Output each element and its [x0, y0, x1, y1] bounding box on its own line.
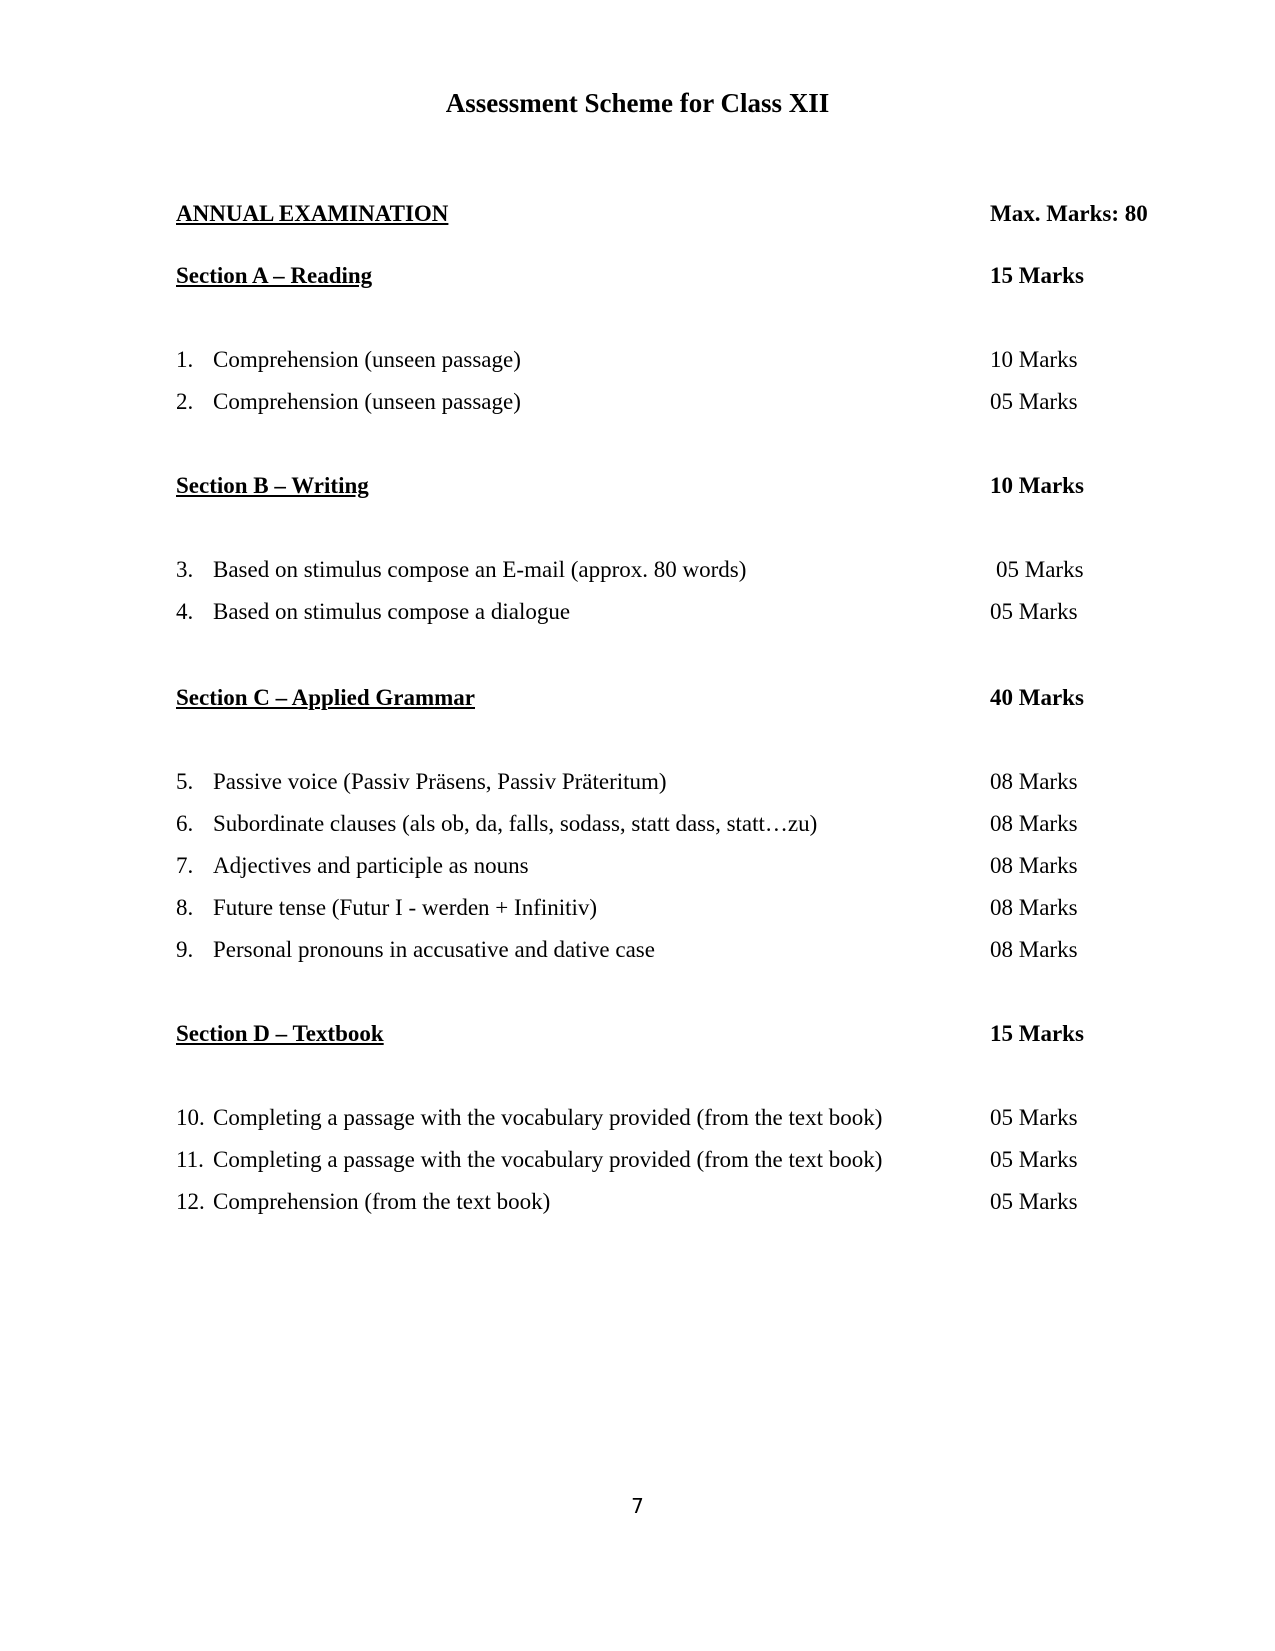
item-number: 2.	[176, 389, 194, 414]
item-text: Completing a passage with the vocabulary provided (from the text book)	[213, 1105, 883, 1130]
section-title: Section C – Applied Grammar	[176, 685, 475, 710]
item-marks: 05 Marks	[990, 1189, 1078, 1214]
item-number: 7.	[176, 853, 194, 878]
item-marks: 08 Marks	[990, 811, 1078, 836]
section-title: Section B – Writing	[176, 473, 369, 498]
item-text: Personal pronouns in accusative and dative case	[213, 937, 655, 962]
item-text: Comprehension (unseen passage)	[213, 389, 521, 414]
list-item	[176, 1144, 1166, 1176]
item-number: 5.	[176, 769, 194, 794]
item-marks: 10 Marks	[990, 347, 1078, 372]
section-title: Section D – Textbook	[176, 1021, 384, 1046]
section-heading-c	[176, 682, 1166, 714]
item-number: 11.	[176, 1147, 204, 1172]
item-marks: 08 Marks	[990, 769, 1078, 794]
section-marks: 15 Marks	[990, 1021, 1084, 1046]
item-text: Future tense (Futur I - werden + Infinitiv)	[213, 895, 598, 920]
list-item	[176, 934, 1166, 966]
list-item	[176, 554, 1166, 586]
exam-header	[176, 198, 1166, 230]
item-marks: 08 Marks	[990, 895, 1078, 920]
item-text: Comprehension (unseen passage)	[213, 347, 521, 372]
list-item	[176, 386, 1166, 418]
item-marks: 05 Marks	[996, 557, 1084, 582]
item-number: 4.	[176, 599, 194, 624]
item-marks: 08 Marks	[990, 853, 1078, 878]
item-text: Completing a passage with the vocabulary provided (from the text book)	[213, 1147, 883, 1172]
list-item	[176, 1102, 1166, 1134]
item-number: 8.	[176, 895, 194, 920]
section-heading-d	[176, 1018, 1166, 1050]
item-number: 9.	[176, 937, 194, 962]
item-text: Based on stimulus compose an E-mail (approx. 80 words)	[213, 557, 747, 582]
item-marks: 05 Marks	[990, 599, 1078, 624]
item-text: Subordinate clauses (als ob, da, falls, sodass, statt dass, statt…zu)	[213, 811, 818, 836]
item-text: Comprehension (from the text book)	[213, 1189, 551, 1214]
item-number: 6.	[176, 811, 194, 836]
list-item	[176, 344, 1166, 376]
max-marks: Max. Marks: 80	[990, 201, 1148, 226]
section-heading-b	[176, 470, 1166, 502]
item-text: Adjectives and participle as nouns	[213, 853, 529, 878]
section-marks: 15 Marks	[990, 263, 1084, 288]
section-heading-a	[176, 260, 1166, 292]
item-number: 12.	[176, 1189, 205, 1214]
item-marks: 05 Marks	[990, 1105, 1078, 1130]
list-item	[176, 596, 1166, 628]
exam-label: ANNUAL EXAMINATION	[176, 201, 449, 226]
item-number: 10.	[176, 1105, 205, 1130]
list-item	[176, 850, 1166, 882]
item-text: Based on stimulus compose a dialogue	[213, 599, 571, 624]
item-marks: 05 Marks	[990, 1147, 1078, 1172]
item-marks: 08 Marks	[990, 937, 1078, 962]
list-item	[176, 1186, 1166, 1218]
section-marks: 40 Marks	[990, 685, 1084, 710]
item-marks: 05 Marks	[990, 389, 1078, 414]
list-item	[176, 808, 1166, 840]
section-title: Section A – Reading	[176, 263, 373, 288]
item-number: 1.	[176, 347, 194, 372]
page-title: Assessment Scheme for Class XII	[445, 88, 830, 118]
list-item	[176, 766, 1166, 798]
page-number: 7	[631, 1494, 644, 1518]
section-marks: 10 Marks	[990, 473, 1084, 498]
item-number: 3.	[176, 557, 194, 582]
item-text: Passive voice (Passiv Präsens, Passiv Präteritum)	[213, 769, 667, 794]
list-item	[176, 892, 1166, 924]
